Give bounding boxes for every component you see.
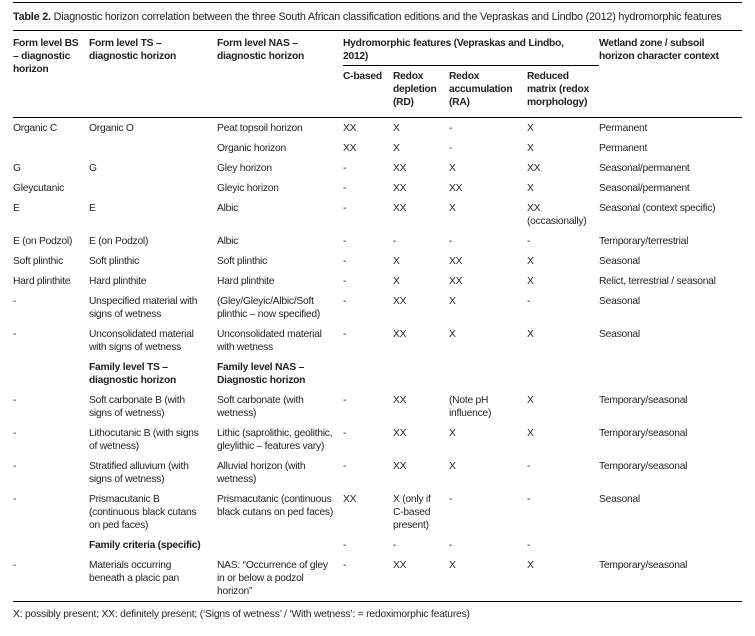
cell-ts: Hard plinthite	[89, 275, 147, 287]
table-subheader-row	[13, 357, 742, 390]
cell-w: Seasonal/permanent	[599, 162, 690, 174]
cell-w: Temporary/terrestrial	[599, 235, 689, 247]
cell-w: Temporary/seasonal	[599, 559, 688, 571]
table-row	[13, 178, 742, 198]
cell-rd: XX	[393, 295, 407, 307]
cell-w: Seasonal	[599, 493, 640, 505]
table-body	[13, 118, 742, 602]
cell-c: -	[343, 275, 347, 287]
cell-nas: Prismacutanic (continuous black cutans on ped faces)	[217, 493, 333, 518]
cell-ts	[89, 178, 217, 198]
cell-c: -	[343, 539, 347, 551]
table-caption	[13, 10, 742, 24]
cell-nas: Hard plinthite	[217, 275, 275, 287]
cell-bs: -	[13, 394, 17, 406]
cell-ts: E	[89, 202, 96, 214]
cell-ra: XX	[449, 182, 463, 194]
table-caption-text: Diagnostic horizon correlation between the three South African classification editions and the Vepraskas and Lindbo (2012) hydromorphic features	[50, 11, 722, 23]
cell-ts: Unspecified material with signs of wetness	[89, 295, 198, 320]
cell-w: Relict, terrestrial / seasonal	[599, 275, 716, 287]
col-header-form-level-ts: Form level TS – diagnostic horizon	[89, 31, 217, 118]
cell-ra: X	[449, 328, 456, 340]
cell-ts: Soft plinthic	[89, 255, 139, 267]
table-row	[13, 390, 742, 423]
cell-ra: (Note pH influence)	[449, 394, 492, 419]
cell-rm: X	[527, 275, 534, 287]
cell-w: Temporary/seasonal	[599, 460, 688, 472]
cell-c: -	[343, 235, 347, 247]
cell-rm: XX	[527, 162, 541, 174]
cell-c: -	[343, 328, 347, 340]
cell-nas: Lithic (saprolithic, geolithic, gleylithic – features vary)	[217, 427, 333, 452]
cell-nas: Soft plinthic	[217, 255, 267, 267]
cell-rd: -	[393, 539, 397, 551]
table-row	[13, 271, 742, 291]
cell-ra: -	[449, 493, 453, 505]
table-row	[13, 489, 742, 535]
cell-c: XX	[343, 122, 357, 134]
top-rule	[13, 2, 742, 3]
cell-nas: Gley horizon	[217, 162, 272, 174]
cell-rd: X	[393, 142, 400, 154]
cell-ts: Family level TS – diagnostic horizon	[89, 361, 177, 386]
cell-bs	[13, 535, 89, 555]
cell-nas: Peat topsoil horizon	[217, 122, 303, 134]
cell-rm: X	[527, 182, 534, 194]
cell-bs: -	[13, 295, 17, 307]
cell-nas: Albic	[217, 202, 239, 214]
table-row	[13, 198, 742, 231]
cell-rm: X	[527, 427, 534, 439]
cell-rm: -	[527, 539, 531, 551]
table-row	[13, 324, 742, 357]
cell-rd: XX	[393, 394, 407, 406]
cell-w	[599, 535, 742, 555]
cell-rd: XX	[393, 559, 407, 571]
cell-ts: Organic O	[89, 122, 134, 134]
cell-nas: Albic	[217, 235, 239, 247]
cell-w: Permanent	[599, 142, 648, 154]
cell-c: -	[343, 427, 347, 439]
cell-ts: Prismacutanic B (continuous black cutans on ped faces)	[89, 493, 197, 531]
cell-ra: X	[449, 295, 456, 307]
cell-bs	[13, 357, 89, 390]
cell-w	[599, 357, 742, 390]
table-row	[13, 423, 742, 456]
cell-bs: -	[13, 427, 17, 439]
cell-w: Seasonal (context specific)	[599, 202, 716, 214]
col-header-c-based: C-based	[343, 66, 393, 118]
cell-bs: Organic C	[13, 122, 58, 134]
cell-bs: -	[13, 559, 17, 571]
cell-ts: Unconsolidated material with signs of wetness	[89, 328, 194, 353]
cell-nas: (Gley/Gleyic/Albic/Soft plinthic – now specified)	[217, 295, 321, 320]
cell-w: Seasonal	[599, 295, 640, 307]
cell-w: Seasonal	[599, 255, 640, 267]
cell-rm: -	[527, 295, 531, 307]
cell-ts: Soft carbonate B (with signs of wetness)	[89, 394, 185, 419]
cell-c: -	[343, 182, 347, 194]
cell-ra	[449, 357, 527, 390]
cell-rd: X	[393, 122, 400, 134]
cell-rd: XX	[393, 202, 407, 214]
cell-ra: -	[449, 122, 453, 134]
cell-rm: -	[527, 493, 531, 505]
col-header-reduced-matrix: Reduced matrix (redox morphology)	[527, 66, 599, 118]
cell-rm: -	[527, 235, 531, 247]
cell-nas: Alluvial horizon (with wetness)	[217, 460, 306, 485]
col-header-wetland-zone: Wetland zone / subsoil horizon character context	[599, 31, 742, 118]
cell-ra: X	[449, 460, 456, 472]
cell-rd: -	[393, 235, 397, 247]
table-row	[13, 158, 742, 178]
cell-bs: Hard plinthite	[13, 275, 71, 287]
cell-rm: X	[527, 122, 534, 134]
cell-c: XX	[343, 142, 357, 154]
table-header	[13, 31, 742, 118]
cell-rm	[527, 357, 599, 390]
cell-c: -	[343, 162, 347, 174]
cell-ra: XX	[449, 275, 463, 287]
cell-ts: Materials occurring beneath a placic pan	[89, 559, 180, 584]
cell-rm: XX (occasionally)	[527, 202, 587, 227]
cell-w: Seasonal/permanent	[599, 182, 690, 194]
cell-ts: G	[89, 162, 97, 174]
table-row	[13, 251, 742, 271]
cell-w: Permanent	[599, 122, 648, 134]
cell-rd: X	[393, 275, 400, 287]
cell-bs: G	[13, 162, 21, 174]
header-row-top	[13, 31, 742, 66]
cell-nas: Gleyic horizon	[217, 182, 279, 194]
cell-c: -	[343, 295, 347, 307]
cell-c: XX	[343, 493, 357, 505]
cell-nas: Organic horizon	[217, 142, 286, 154]
col-header-form-level-bs: Form level BS – diagnostic horizon	[13, 31, 89, 118]
cell-c	[343, 357, 393, 390]
cell-rm: X	[527, 394, 534, 406]
cell-rm: X	[527, 328, 534, 340]
cell-rd: XX	[393, 460, 407, 472]
cell-ts: Lithocutanic B (with signs of wetness)	[89, 427, 199, 452]
cell-c: -	[343, 255, 347, 267]
cell-bs: -	[13, 493, 17, 505]
col-header-hydromorphic-group: Hydromorphic features (Vepraskas and Lindbo, 2012)	[343, 31, 599, 66]
cell-rm: X	[527, 255, 534, 267]
diagnostic-horizon-table	[13, 30, 742, 602]
cell-nas: Unconsolidated material with wetness	[217, 328, 322, 353]
cell-rd: XX	[393, 328, 407, 340]
table-subheader-row	[13, 535, 742, 555]
cell-bs: E	[13, 202, 20, 214]
cell-ts: Stratified alluvium (with signs of wetness)	[89, 460, 189, 485]
cell-c: -	[343, 460, 347, 472]
cell-w: Temporary/seasonal	[599, 427, 688, 439]
cell-w: Temporary/seasonal	[599, 394, 688, 406]
cell-c: -	[343, 394, 347, 406]
table-row	[13, 291, 742, 324]
cell-rd: X	[393, 255, 400, 267]
table-row	[13, 456, 742, 489]
cell-rd: XX	[393, 427, 407, 439]
cell-rd: X (only if C-based present)	[393, 493, 431, 531]
col-header-redox-depletion: Redox depletion (RD)	[393, 66, 449, 118]
cell-rd: XX	[393, 162, 407, 174]
cell-ra: X	[449, 559, 456, 571]
col-header-redox-accumulation: Redox accumulation (RA)	[449, 66, 527, 118]
cell-bs: -	[13, 328, 17, 340]
footnote: X: possibly present; XX: definitely present; (‘Signs of wetness’ / ‘With wetness’: = redoximorphic features)	[13, 609, 470, 620]
cell-ra: -	[449, 235, 453, 247]
table-row	[13, 555, 742, 602]
table-row	[13, 138, 742, 158]
cell-ra: X	[449, 162, 456, 174]
cell-ra: X	[449, 427, 456, 439]
cell-bs: Soft plinthic	[13, 255, 63, 267]
table-row	[13, 231, 742, 251]
table-row	[13, 118, 742, 139]
cell-nas: Soft carbonate (with wetness)	[217, 394, 304, 419]
cell-ra: X	[449, 202, 456, 214]
table-caption-label: Table 2.	[13, 11, 51, 23]
cell-nas: NAS: “Occurrence of gley in or below a podzol horizon”	[217, 559, 328, 597]
cell-ts: E (on Podzol)	[89, 235, 149, 247]
cell-c: -	[343, 559, 347, 571]
cell-bs	[13, 138, 89, 158]
cell-nas	[217, 535, 343, 555]
cell-bs: Gleycutanic	[13, 182, 65, 194]
cell-rm: -	[527, 460, 531, 472]
cell-ra: -	[449, 142, 453, 154]
cell-ts: Family criteria (specific)	[89, 539, 201, 551]
cell-rd: XX	[393, 182, 407, 194]
cell-rm: X	[527, 142, 534, 154]
cell-bs: -	[13, 460, 17, 472]
cell-c: -	[343, 202, 347, 214]
cell-nas: Family level NAS – Diagnostic horizon	[217, 361, 306, 386]
cell-rd	[393, 357, 449, 390]
cell-bs: E (on Podzol)	[13, 235, 73, 247]
cell-ra: XX	[449, 255, 463, 267]
cell-rm: X	[527, 559, 534, 571]
cell-w: Seasonal	[599, 328, 640, 340]
cell-ra: -	[449, 539, 453, 551]
cell-ts	[89, 138, 217, 158]
col-header-form-level-nas: Form level NAS – diagnostic horizon	[217, 31, 343, 118]
